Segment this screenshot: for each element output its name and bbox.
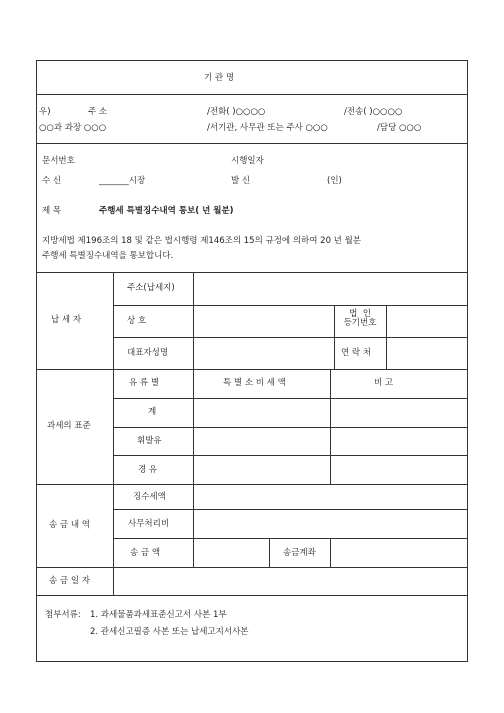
dept-field: ○○과 과장 ○○○	[39, 123, 107, 133]
column-divider	[334, 305, 335, 369]
column-divider	[386, 305, 387, 369]
contact-label: 연 락 처	[341, 348, 372, 358]
column-divider	[113, 272, 114, 595]
column-divider	[193, 272, 194, 567]
admin-fee-label: 사무처리비	[128, 519, 170, 529]
collected-tax-label: 징수세액	[133, 492, 166, 502]
zip-label: 우)	[39, 107, 51, 117]
form-frame	[36, 60, 468, 662]
divider	[37, 272, 467, 273]
divider	[37, 484, 467, 485]
column-divider	[330, 538, 331, 567]
subject-label: 제 목	[42, 206, 62, 216]
remit-account-label: 송금계좌	[283, 548, 316, 558]
divider	[37, 595, 467, 596]
doc-number-label: 문서번호	[42, 156, 75, 166]
divider	[113, 538, 467, 539]
org-name: 기 관 명	[204, 73, 235, 83]
taxbase-section-label: 과세의 표준	[47, 421, 91, 431]
attachment-item-1: 1. 과세물품과세표준신고서 사본 1부	[90, 610, 227, 620]
col-oil-type: 유 류 별	[129, 378, 160, 388]
corp-no-label: 법 인 등기번호	[343, 309, 377, 329]
divider	[113, 427, 467, 428]
fax-field: /전송( )○○○○	[344, 107, 403, 117]
remit-section-label: 송 금 내 역	[49, 520, 90, 530]
row-total-label: 계	[148, 407, 157, 417]
taxpayer-name-label: 상 호	[127, 316, 147, 326]
column-divider	[330, 369, 331, 484]
attachment-item-2: 2. 관세신고필증 사본 또는 납세고지서사본	[90, 627, 249, 637]
remit-date-label: 송 금 일 자	[49, 576, 90, 586]
row-gasoline-label: 휘발유	[137, 436, 162, 446]
representative-label: 대표자성명	[127, 348, 169, 358]
body-line-1: 지방세법 제196조의 18 및 같은 법시행령 제146조의 15의 규정에 의하여 20 년 월분	[42, 236, 362, 246]
divider	[113, 509, 467, 510]
col-note: 비 고	[374, 378, 394, 388]
divider	[37, 143, 467, 144]
seal-mark: (인)	[327, 176, 342, 186]
divider	[113, 337, 467, 338]
column-divider	[269, 538, 270, 567]
address-label: 주 소	[88, 107, 108, 117]
divider	[113, 398, 467, 399]
divider	[37, 369, 467, 370]
row-diesel-label: 경 유	[138, 465, 158, 475]
divider	[113, 455, 467, 456]
recipient-label: 수 신	[42, 176, 62, 186]
divider	[37, 567, 467, 568]
taxpayer-address-label: 주소(납세지)	[127, 283, 175, 293]
date-label: 시행일자	[231, 156, 264, 166]
sender-label: 발 신	[231, 176, 251, 186]
divider	[37, 94, 467, 95]
body-line-2: 주행세 특별징수내역을 통보합니다.	[42, 251, 174, 261]
col-special-tax: 특 별 소 비 세 액	[223, 378, 286, 388]
subject-value: 주행세 특별징수내역 통보( 년 월분)	[99, 206, 234, 216]
divider	[113, 305, 467, 306]
remit-amount-label: 송 금 액	[130, 548, 161, 558]
taxpayer-section-label: 납 세 자	[51, 315, 82, 325]
officer-field: /서기관, 사무관 또는 주사 ○○○	[207, 123, 328, 133]
attachments-label: 첨부서류:	[45, 610, 81, 620]
phone-field: /전화( )○○○○	[207, 107, 266, 117]
recipient-value: _______시장	[99, 176, 146, 186]
charge-field: /담당 ○○○	[377, 123, 422, 133]
